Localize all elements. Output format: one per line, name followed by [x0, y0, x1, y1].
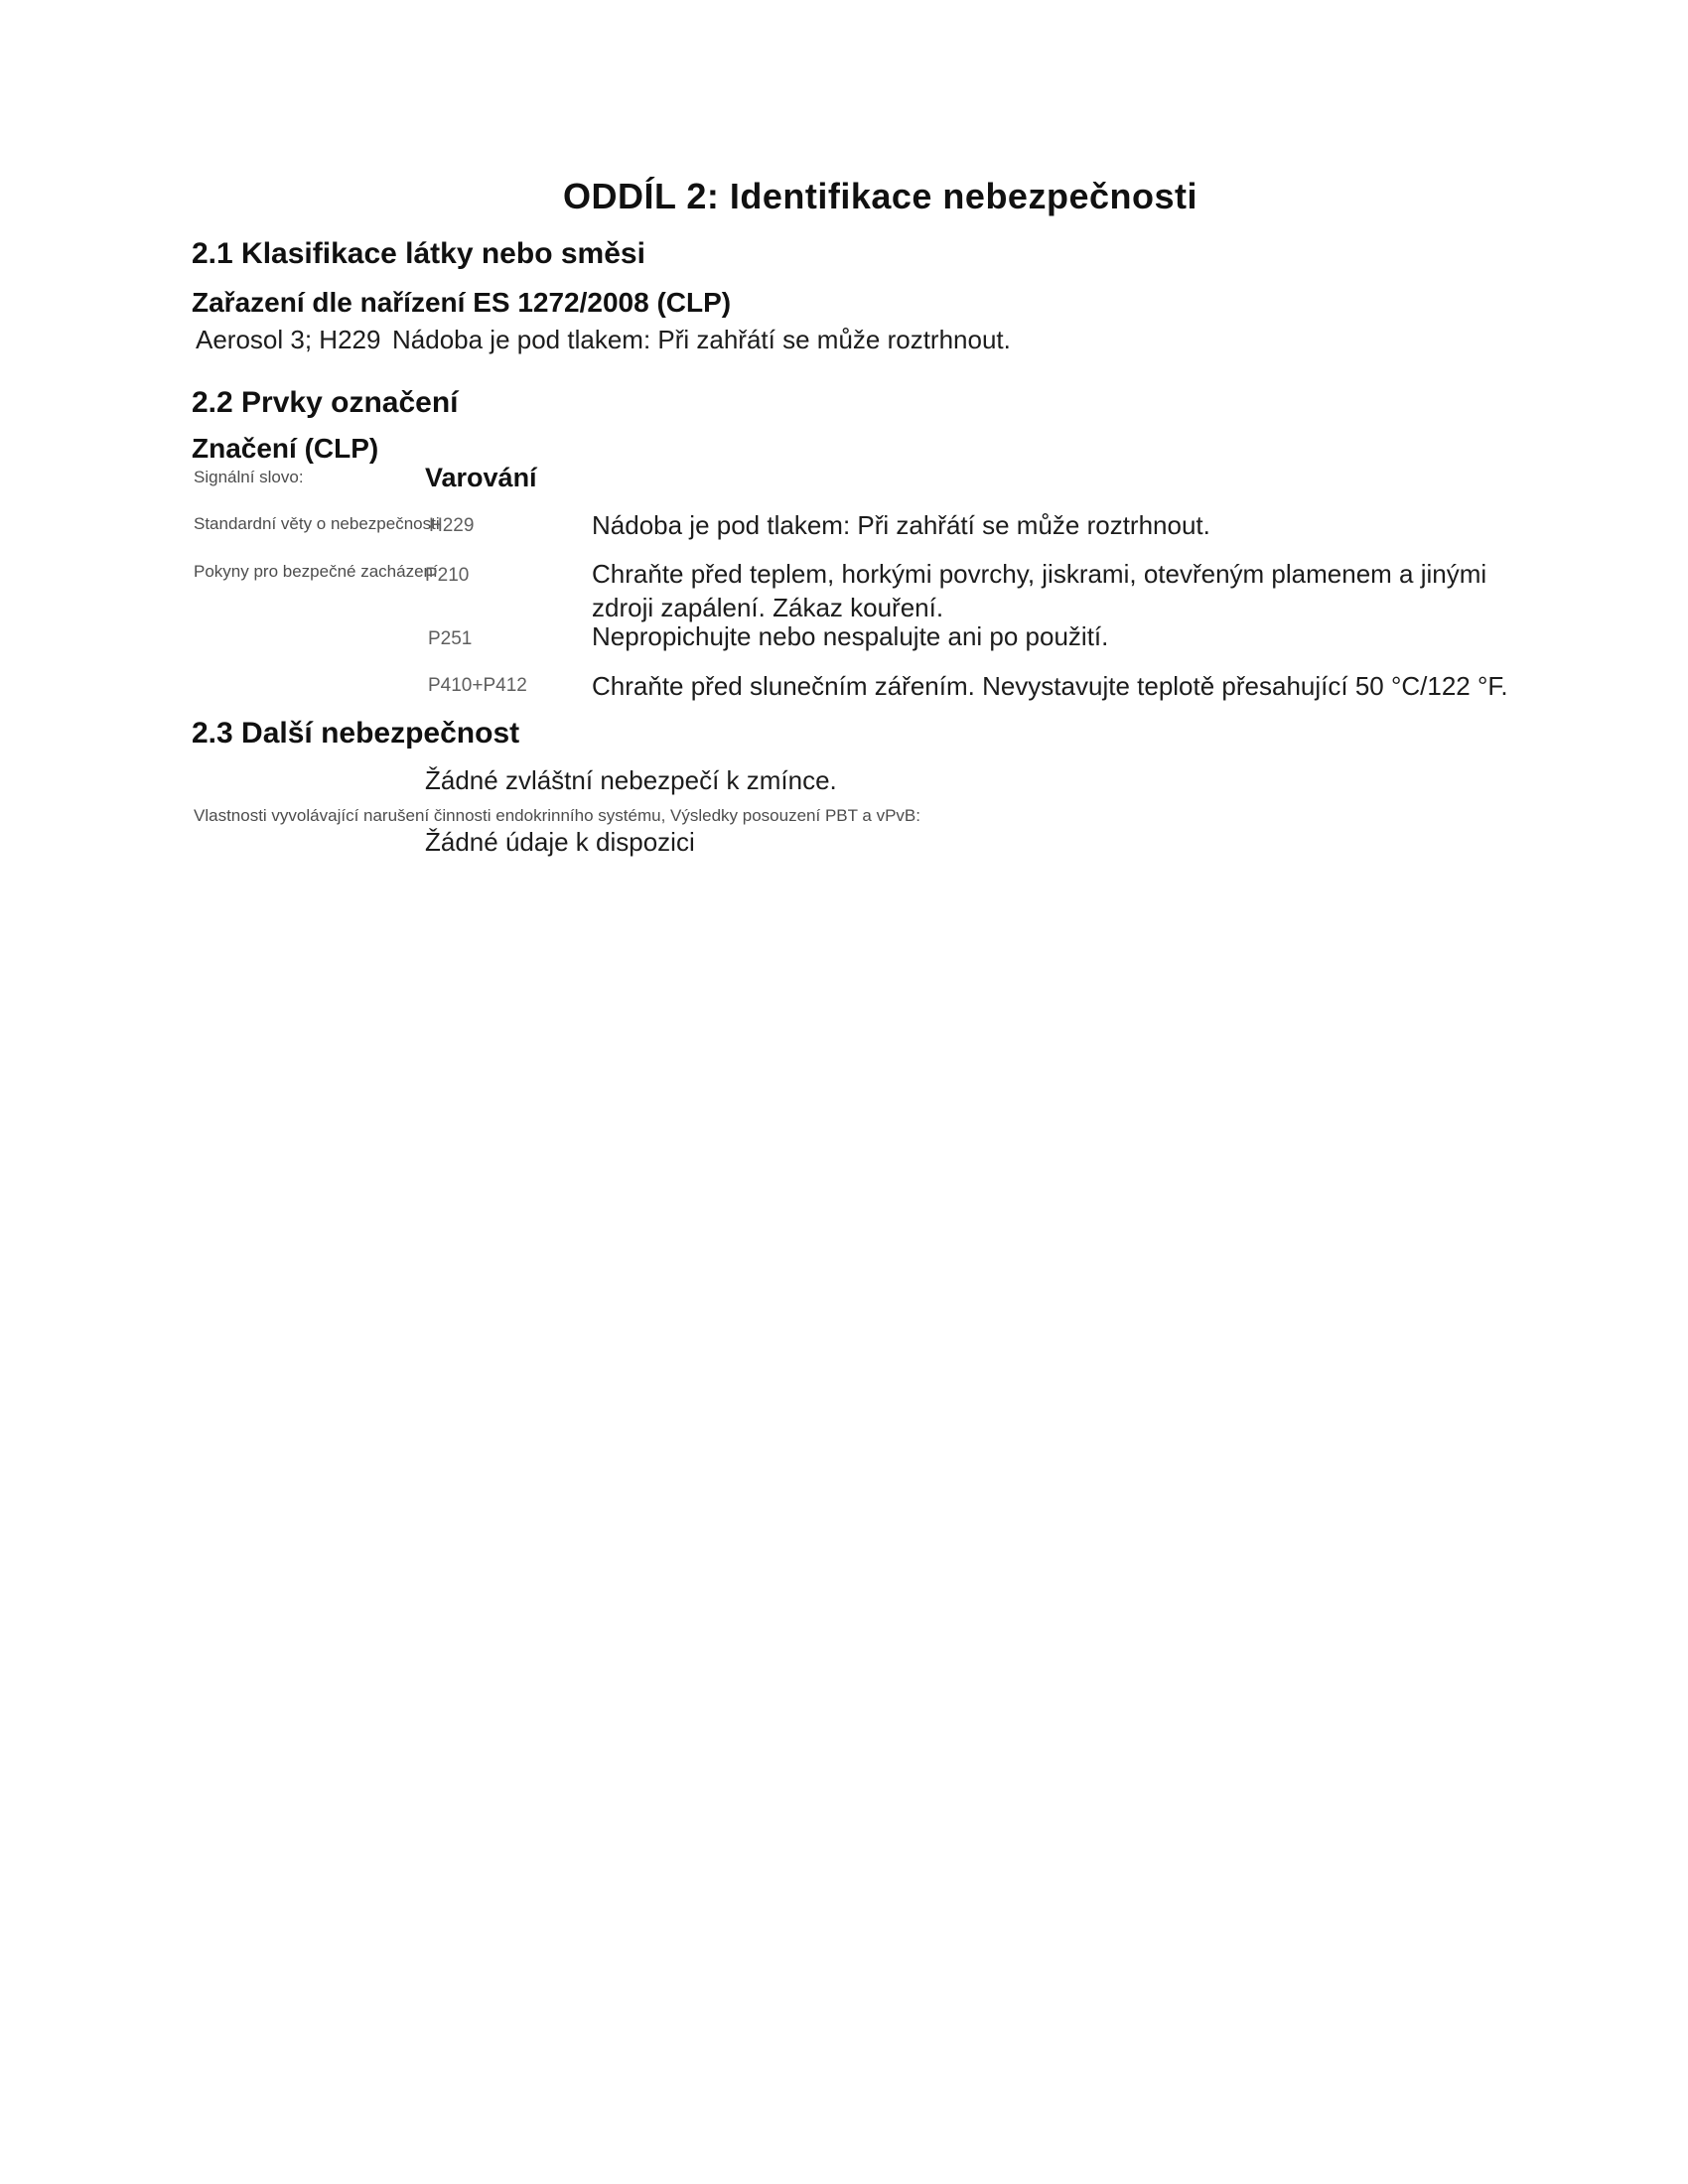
precautionary-label: Pokyny pro bezpečné zacházení [194, 562, 438, 581]
heading-2-3: 2.3 Další nebezpečnost [192, 717, 520, 750]
hazard-statements-label: Standardní věty o nebezpečnosti [194, 514, 440, 533]
subheading-clp-classification: Zařazení dle nařízení ES 1272/2008 (CLP) [192, 287, 732, 318]
precautionary-code-p251: P251 [428, 628, 473, 649]
subheading-labelling-clp: Značení (CLP) [192, 433, 379, 464]
hazard-statement-code: H229 [429, 515, 475, 536]
precautionary-code-p410-p412: P410+P412 [428, 675, 527, 696]
heading-2-2: 2.2 Prvky označení [192, 386, 459, 419]
classification-code: Aerosol 3; H229 [196, 325, 381, 354]
precautionary-text-p410-p412: Chraňte před slunečním zářením. Nevystavujte teplotě přesahující 50 °C/122 °F. [592, 671, 1508, 701]
section-title: ODDÍL 2: Identifikace nebezpečnosti [563, 176, 1197, 216]
heading-2-1: 2.1 Klasifikace látky nebo směsi [192, 237, 645, 270]
hazard-statement-text: Nádoba je pod tlakem: Při zahřátí se může roztrhnout. [592, 510, 1210, 540]
no-data-available-text: Žádné údaje k dispozici [425, 827, 695, 857]
precautionary-text-p210: Chraňte před teplem, horkými povrchy, jiskrami, otevřeným plamenem a jinými zdroji zapálení. Zákaz kouření. [592, 559, 1487, 622]
precautionary-code-p210: P210 [425, 565, 470, 586]
precautionary-text-p251: Nepropichujte nebo nespalujte ani po použití. [592, 621, 1109, 651]
signal-word-label: Signální slovo: [194, 468, 304, 486]
endocrine-pbt-label: Vlastnosti vyvolávající narušení činnosti endokrinního systému, Výsledky posouzení PBT a vPvB: [194, 806, 920, 825]
classification-statement: Nádoba je pod tlakem: Při zahřátí se může roztrhnout. [392, 325, 1011, 354]
signal-word-value: Varování [425, 463, 537, 492]
other-hazards-note: Žádné zvláštní nebezpečí k zmínce. [425, 765, 837, 795]
